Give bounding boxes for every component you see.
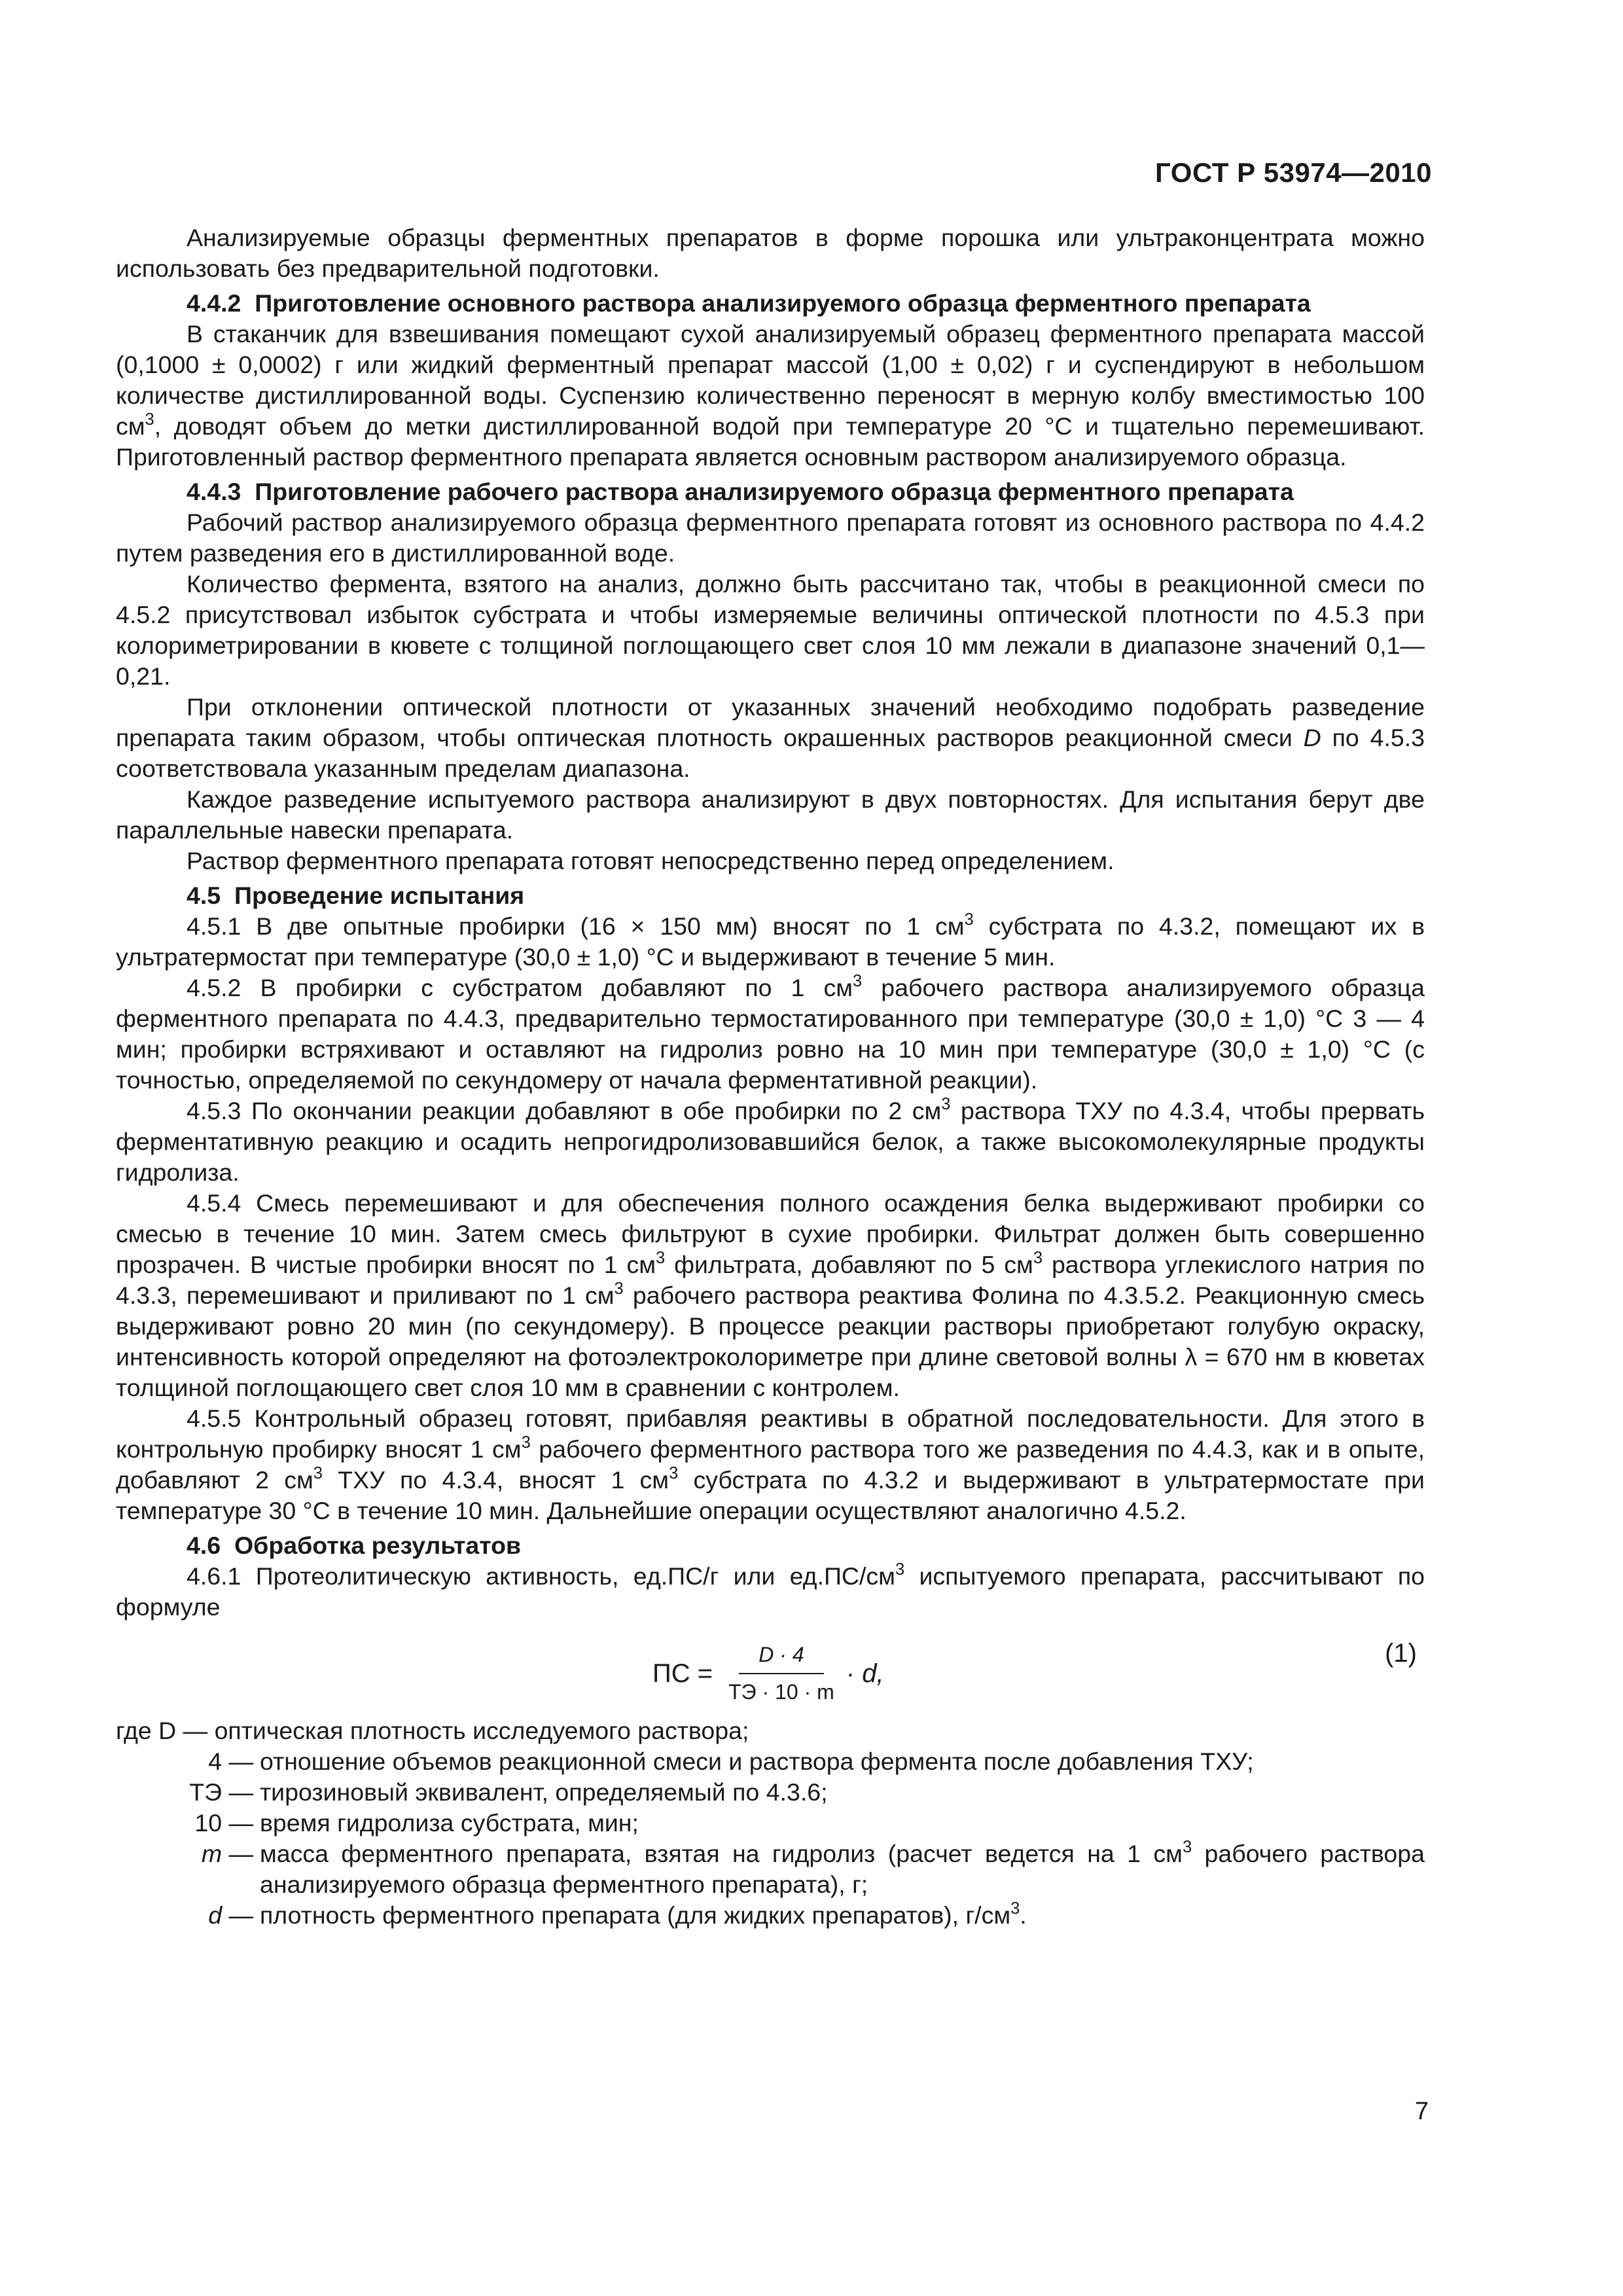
text-run: испытуемого препарата, рассчитывают по формуле	[116, 1562, 1425, 1621]
definition-item	[116, 1715, 1425, 1746]
text-run: 4.5.2 В пробирки с субстратом добавляют по 1 см	[187, 974, 853, 1001]
equation-number: (1)	[1385, 1639, 1417, 1668]
superscript: 3	[656, 1248, 666, 1267]
superscript: 3	[941, 1094, 951, 1113]
text-run: 4.5.1 В две опытные пробирки (16 × 150 мм) вносят по 1 см	[187, 912, 965, 940]
paragraph-4-5-5	[116, 1403, 1425, 1526]
superscript: 3	[669, 1463, 679, 1482]
text-run: , доводят объем до метки дистиллированной водой при температуре 20 °С и тщательно перемешивают. Приготовленный раствор ферментного препарата является основным раствором анализируемого образца.	[116, 412, 1425, 471]
definition-item	[116, 1746, 1425, 1777]
text-run: рабочего раствора анализируемого образца ферментного препарата по 4.4.3, предварительно термостатированного при температуре (30,0 ± 1,0) °С 3 — 4 мин; пробирки встряхивают и оставляют на гидролиз ровно на 10 мин при температуре (30,0 ± 1,0) °С (с точностью, определяемой по секундомеру от начала ферментативной реакции).	[116, 974, 1425, 1094]
superscript: 3	[895, 1560, 905, 1579]
text-run: В стаканчик для взвешивания помещают сухой анализируемый образец ферментного препарата массой (0,1000 ± 0,0002) г или жидкий ферментный препарат массой (1,00 ± 0,02) г и суспендируют в небольшом количестве дистиллированной воды. Суспензию количественно переносят в мерную колбу вместимостью 100 см	[116, 320, 1425, 440]
section-title: Проведение испытания	[234, 882, 525, 909]
paragraph-4-5-4	[116, 1188, 1425, 1403]
definition-item	[116, 1808, 1425, 1839]
paragraph-4-4-2	[116, 319, 1425, 473]
definition-text: рабочего раствора анализируемого образца ферментного препарата), г;	[260, 1840, 1425, 1898]
superscript: 3	[521, 1433, 531, 1452]
superscript: 3	[1182, 1837, 1192, 1856]
page-number: 7	[1414, 2098, 1429, 2125]
superscript: 3	[614, 1279, 624, 1298]
section-number: 4.4.3	[187, 478, 241, 505]
text-run: ТХУ по 4.3.4, вносят 1 см	[322, 1466, 669, 1494]
formula-fraction	[728, 1640, 834, 1708]
definition-symbol: где D —	[116, 1717, 208, 1744]
section-heading-4-6	[116, 1530, 1425, 1561]
formula-denominator: ТЭ · 10 · m	[728, 1680, 834, 1704]
definition-symbol: ТЭ —	[189, 1778, 253, 1806]
text-run: 4.5.4 Смесь перемешивают и для обеспечения полного осаждения белка выдерживают пробирки со смесью в течение 10 мин. Затем смесь фильтруют в сухие пробирки. Фильтрат должен быть совершенно прозрачен. В чистые пробирки вносят по 1 см	[116, 1189, 1425, 1278]
text-run: При отклонении оптической плотности от указанных значений необходимо подобрать разведение препарата таким образом, чтобы оптическая плотность окрашенных растворов реакционной смеси	[116, 693, 1425, 751]
document-body	[116, 223, 1425, 1931]
paragraph-4-5-1	[116, 911, 1425, 973]
text-run: по 4.5.3 соответствовала указанным пределам диапазона.	[116, 724, 1425, 782]
formula	[652, 1640, 884, 1708]
paragraph-intro: Анализируемые образцы ферментных препаратов в форме порошка или ультраконцентрата можно использовать без предварительной подготовки.	[116, 224, 1425, 282]
definition-symbol: m —	[201, 1840, 253, 1867]
text-run: раствора ТХУ по 4.3.4, чтобы прервать ферментативную реакцию и осадить непрогидролизовавшийся белок, а также высокомолекулярные продукты гидролиза.	[116, 1097, 1425, 1186]
definition-text: тирозиновый эквивалент, определяемый по 4.3.6;	[260, 1778, 828, 1806]
formula-lhs: ПС =	[652, 1659, 713, 1688]
text-run: рабочего ферментного раствора того же разведения по 4.4.3, как и в опыте, добавляют 2 см	[116, 1435, 1425, 1494]
paragraph-4-6-1	[116, 1561, 1425, 1623]
definition-symbol: 4 —	[208, 1748, 253, 1775]
text-run: субстрата по 4.3.2, помещают их в ультратермостат при температуре (30,0 ± 1,0) °С и выдерживают в течение 5 мин.	[116, 912, 1425, 971]
superscript: 3	[1033, 1248, 1043, 1267]
section-number: 4.6	[187, 1532, 221, 1559]
section-number: 4.5	[187, 882, 221, 909]
definition-text: плотность ферментного препарата (для жидких препаратов), г/см	[260, 1901, 1011, 1929]
definition-item	[116, 1777, 1425, 1808]
section-heading-4-5	[116, 880, 1425, 911]
formula-definitions	[116, 1715, 1425, 1931]
section-heading-4-4-3	[116, 476, 1425, 507]
variable-D: D	[1303, 724, 1321, 751]
section-title: Приготовление основного раствора анализируемого образца ферментного препарата	[255, 289, 1311, 317]
superscript: 3	[145, 410, 154, 429]
superscript: 3	[1010, 1899, 1020, 1918]
text-run: раствора углекислого натрия по 4.3.3, перемешивают и приливают по 1 см	[116, 1251, 1425, 1309]
definition-item	[116, 1900, 1425, 1931]
definition-item	[116, 1839, 1425, 1900]
section-heading-4-4-2	[116, 288, 1425, 319]
paragraph-4-5-3	[116, 1096, 1425, 1188]
definition-text: время гидролиза субстрата, мин;	[260, 1809, 639, 1837]
definition-text: оптическая плотность исследуемого раствора;	[214, 1717, 749, 1744]
paragraph-4-4-3-5: Раствор ферментного препарата готовят непосредственно перед определением.	[187, 847, 1115, 874]
section-title: Обработка результатов	[234, 1532, 522, 1559]
formula-rhs: · d,	[846, 1659, 884, 1688]
paragraph-4-5-2	[116, 973, 1425, 1096]
document-id-header: ГОСТ Р 53974—2010	[1155, 157, 1432, 188]
text-run: фильтрата, добавляют по 5 см	[665, 1251, 1033, 1278]
definition-symbol: 10 —	[194, 1809, 253, 1837]
text-run: рабочего раствора реактива Фолина по 4.3.5.2. Реакционную смесь выдерживают ровно 20 мин (по секундомеру). В процессе реакции растворы приобретают голубую окраску, интенсивность которой определяют на фотоэлектроколориметре при длине световой волны λ = 670 нм в кюветах толщиной поглощающего свет слоя 10 мм в сравнении с контролем.	[116, 1282, 1425, 1401]
text-run: 4.5.3 По окончании реакции добавляют в обе пробирки по 2 см	[187, 1097, 942, 1124]
formula-block	[116, 1632, 1425, 1710]
text-run: субстрата по 4.3.2 и выдерживают в ультратермостате при температуре 30 °С в течение 10 мин. Дальнейшие операции осуществляют аналогично 4.5.2.	[116, 1466, 1425, 1524]
section-number: 4.4.2	[187, 289, 241, 317]
paragraph-4-4-3-3	[116, 692, 1425, 784]
definition-text: .	[1020, 1901, 1027, 1929]
paragraph-4-4-3-4: Каждое разведение испытуемого раствора анализируют в двух повторностях. Для испытания берут две параллельные навески препарата.	[116, 785, 1425, 844]
paragraph-4-4-3-2: Количество фермента, взятого на анализ, должно быть рассчитано так, чтобы в реакционной смеси по 4.5.2 присутствовал избыток субстрата и чтобы измеряемые величины оптической плотности по 4.5.3 при колориметрировании в кювете с толщиной поглощающего свет слоя 10 мм лежали в диапазоне значений 0,1—0,21.	[116, 570, 1425, 690]
section-title: Приготовление рабочего раствора анализируемого образца ферментного препарата	[255, 478, 1294, 505]
superscript: 3	[964, 910, 974, 929]
superscript: 3	[313, 1463, 323, 1482]
definition-text: отношение объемов реакционной смеси и раствора фермента после добавления ТХУ;	[260, 1748, 1254, 1775]
formula-numerator: D · 4	[739, 1640, 823, 1674]
paragraph-4-4-3-1: Рабочий раствор анализируемого образца ферментного препарата готовят из основного раствора по 4.4.2 путем разведения его в дистиллированной воде.	[116, 509, 1425, 567]
definition-text: масса ферментного препарата, взятая на гидролиз (расчет ведется на 1 см	[260, 1840, 1183, 1867]
text-run: 4.6.1 Протеолитическую активность, ед.ПС/г или ед.ПС/см	[187, 1562, 895, 1590]
superscript: 3	[853, 971, 863, 990]
text-run: 4.5.5 Контрольный образец готовят, прибавляя реактивы в обратной последовательности. Для этого в контрольную пробирку вносят 1 см	[116, 1405, 1425, 1463]
definition-symbol: d —	[208, 1901, 253, 1929]
